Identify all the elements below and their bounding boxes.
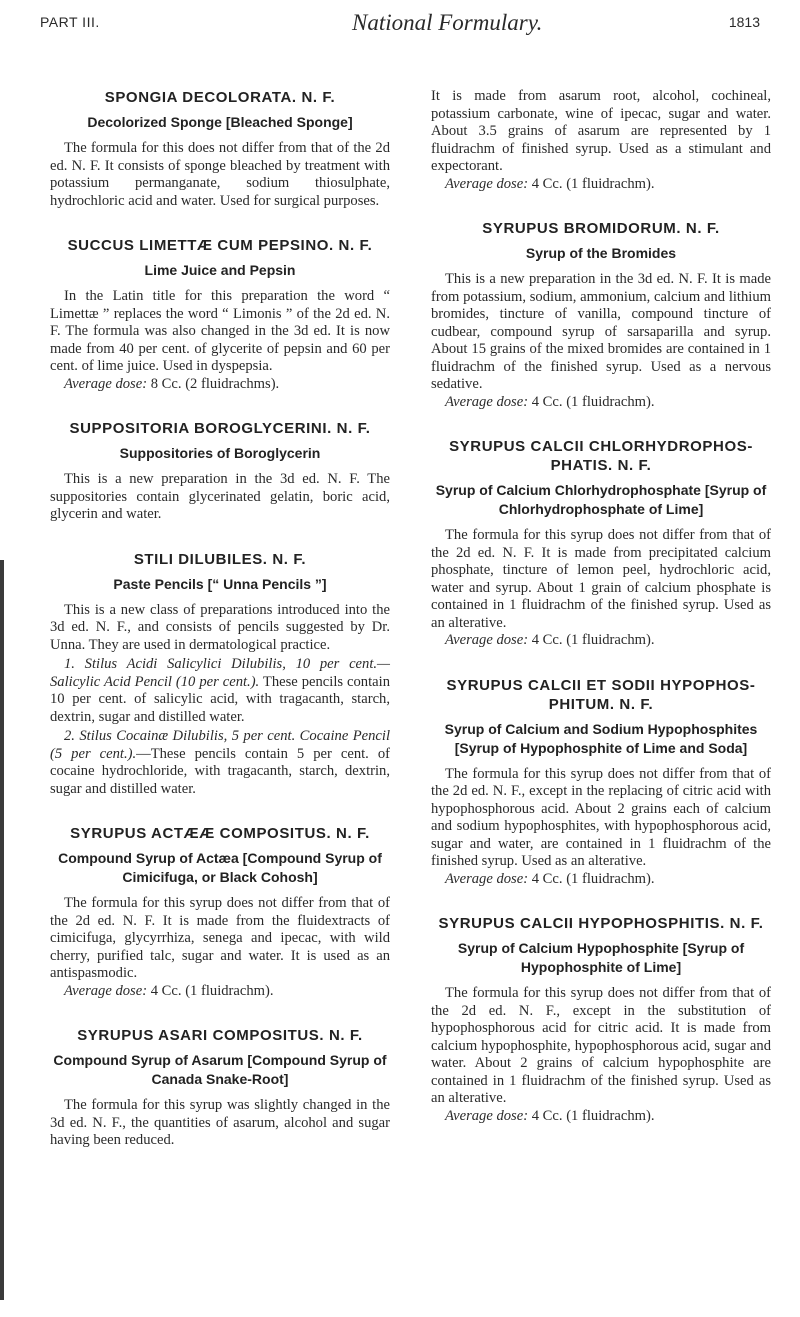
- entry-succus: [50, 236, 390, 393]
- dose-line: [431, 871, 771, 889]
- entry-title: STILI DILUBILES. N. F.: [133, 550, 307, 568]
- page-header: [40, 10, 760, 44]
- entry-subtitle: Compound Syrup of Asarum [Compound Syrup of Canada Snake-Root]: [53, 1052, 387, 1087]
- entry-spongia: [50, 88, 390, 210]
- dose-line: [431, 394, 771, 412]
- right-column: [431, 88, 771, 1151]
- entry-calcii-chlorhydrophosphatis: [431, 437, 771, 650]
- entry-body: This is a new class of preparations introduced into the 3d ed. N. F., and consists of pencils suggested by Dr. Unna. They are used in dermatological practice.: [50, 601, 390, 653]
- entry-body: This is a new preparation in the 3d ed. N. F. It is made from potassium, sodium, ammonium, calcium and lithium bromides, tincture of vanilla, compound tincture of cudbear, compound syrup of sarsaparilla and syrup. About 15 grains of the mixed bromides are contained in 1 fluidrachm of the finished syrup. Used as a nervous sedative.: [431, 271, 771, 392]
- dose-label: Average dose:: [445, 1107, 529, 1124]
- entry-subtitle: Syrup of Calcium Hypophosphite [Syrup of Hypophosphite of Lime]: [457, 940, 745, 975]
- entry-body: The formula for this syrup does not differ from that of the 2d ed. N. F., except in the substitution of hypophosphorous acid for citric acid. It is made from calcium hypophosphite, hypophosphorous acid, sugar and water. About 2 grains of calcium hypophosphite are contained in 1 fluidrachm of the finished syrup. Used as an alterative.: [431, 985, 771, 1106]
- entry-title: SYRUPUS CALCII CHLORHYDROPHOS-PHATIS. N. F.: [449, 438, 753, 474]
- dose-value: 4 Cc. (1 fluidrachm).: [531, 870, 655, 887]
- entry-calcii-sodii-hypophosphitum: [431, 676, 771, 889]
- entry-title: SYRUPUS CALCII HYPOPHOSPHITIS. N. F.: [438, 915, 764, 932]
- entry-body: In the Latin title for this preparation the word “ Limettæ ” replaces the word “ Limonis ” of the 2d ed. N. F. The formula was also changed in the 3d ed. It is now made from 40 per cent. of glycerite of pepsin and 60 per cent. of lime juice. Used in dyspepsia.: [50, 288, 390, 374]
- entry-body: The formula for this does not differ from that of the 2d ed. N. F. It consists of sponge bleached by treatment with potassium permanganate, sodium thiosulphate, hydrochloric acid and water. Used for surgical purposes.: [50, 140, 390, 209]
- entry-body: It is made from asarum root, alcohol, cochineal, potassium carbonate, wine of ipecac, sugar and water. About 3.5 grains of asarum are represented by 1 fluidrachm of finished syrup. Used as a stimulant and expectorant.: [431, 88, 771, 174]
- left-column: [50, 88, 390, 1176]
- dose-value: 4 Cc. (1 fluidrachm).: [531, 1107, 655, 1124]
- entry-subtitle: Syrup of the Bromides: [525, 245, 677, 261]
- dose-label: Average dose:: [64, 982, 148, 999]
- dose-label: Average dose:: [445, 870, 529, 887]
- dose-line: [50, 376, 390, 394]
- entry-body: The formula for this syrup does not differ from that of the 2d ed. N. F. It is made from precipitated calcium phosphate, tincture of lemon peel, hydrochloric acid, water and syrup. About 1 grain of calcium phosphate is contained in 1 fluidrachm of the finished syrup. Used as an alterative.: [431, 527, 771, 631]
- entry-syrupus-asari: [50, 1026, 390, 1150]
- dose-label: Average dose:: [445, 393, 529, 410]
- entry-subtitle: Compound Syrup of Actæa [Compound Syrup of Cimicifuga, or Black Cohosh]: [58, 850, 382, 885]
- entry-body: The formula for this syrup was slightly changed in the 3d ed. N. F., the quantities of asarum, alcohol and sugar having been reduced.: [50, 1097, 390, 1148]
- dose-value: 4 Cc. (1 fluidrachm).: [531, 393, 655, 410]
- entry-suppositoria: [50, 419, 390, 524]
- entry-body: The formula for this syrup does not differ from that of the 2d ed. N. F. It is made from the fluidextracts of cimicifuga, glycyrrhiza, senega and ipecac, with wild cherry, purified talc, sugar and water. It is used as an antispasmodic.: [50, 895, 390, 981]
- entry-asari-continued: [431, 88, 771, 193]
- list-item: [50, 728, 390, 798]
- entry-syrupus-actaeae: [50, 824, 390, 1000]
- entry-title: SYRUPUS ACTÆÆ COMPOSITUS. N. F.: [70, 825, 370, 842]
- dose-label: Average dose:: [445, 175, 529, 192]
- dose-value: 4 Cc. (1 fluidrachm).: [150, 982, 274, 999]
- dose-line: [431, 632, 771, 650]
- entry-bromidorum: [431, 219, 771, 411]
- entry-stili: [50, 550, 390, 799]
- entry-title: SYRUPUS CALCII ET SODII HYPOPHOS-PHITUM. N. F.: [446, 676, 756, 713]
- entry-title: SYRUPUS ASARI COMPOSITUS. N. F.: [77, 1027, 363, 1044]
- entry-title: SUCCUS LIMETTÆ CUM PEPSINO. N. F.: [67, 237, 373, 254]
- entry-body: The formula for this syrup does not differ from that of the 2d ed. N. F., except in the replacing of citric acid with hypophosphorous acid. About 2 grains each of calcium and sodium hypophosphites, with hypophosphorous acid, sugar and water, are contained in 1 fluidrachm of the finished syrup. Used as an alterative.: [431, 765, 771, 869]
- binding-edge: [0, 560, 4, 1300]
- page-number: 1813: [728, 14, 760, 30]
- entry-subtitle: Syrup of Calcium and Sodium Hypophosphites [Syrup of Hypophosphite of Lime and Soda]: [444, 720, 758, 756]
- item-text: These pencils contain 10 per cent. of salicylic acid, with tragacanth, starch, dextrin, sugar and distilled water.: [50, 673, 390, 725]
- entry-subtitle: Suppositories of Boroglycerin: [119, 445, 321, 461]
- entry-title: SUPPOSITORIA BOROGLYCERINI. N. F.: [69, 420, 371, 437]
- entry-body: This is a new preparation in the 3d ed. N. F. The suppositories contain glycerinated gelatin, boric acid, glycerin and water.: [50, 471, 390, 522]
- list-item: [50, 656, 390, 726]
- part-label: PART III.: [40, 14, 100, 30]
- dose-line: [431, 176, 771, 194]
- item-lead: 2. Stilus Cocainæ Dilubilis, 5 per cent. Cocaine Pencil (5 per cent.).: [50, 728, 390, 762]
- entry-title: SPONGIA DECOLORATA. N. F.: [104, 89, 336, 106]
- item-lead: 1. Stilus Acidi Salicylici Dilubilis, 10 per cent.—Salicylic Acid Pencil (10 per cent.).: [50, 656, 390, 690]
- running-title: National Formulary.: [352, 10, 543, 35]
- entry-subtitle: Paste Pencils [“ Unna Pencils ”]: [113, 575, 327, 592]
- dose-line: [431, 1108, 771, 1126]
- dose-value: 4 Cc. (1 fluidrachm).: [531, 632, 655, 648]
- entry-subtitle: Decolorized Sponge [Bleached Sponge]: [87, 114, 353, 130]
- entry-calcii-hypophosphitis: [431, 914, 771, 1125]
- dose-line: [50, 983, 390, 1001]
- entry-subtitle: Lime Juice and Pepsin: [144, 262, 296, 278]
- dose-label: Average dose:: [445, 632, 529, 648]
- dose-label: Average dose:: [64, 375, 148, 392]
- entry-title: SYRUPUS BROMIDORUM. N. F.: [482, 220, 720, 237]
- dose-value: 8 Cc. (2 fluidrachms).: [150, 375, 280, 392]
- entry-subtitle: Syrup of Calcium Chlorhydrophosphate [Syrup of Chlorhydrophosphate of Lime]: [435, 482, 767, 517]
- item-text: —These pencils contain 5 per cent. of cocaine hydrochloride, with tragacanth, starch, dextrin, sugar and distilled water.: [50, 745, 390, 797]
- dose-value: 4 Cc. (1 fluidrachm).: [531, 175, 655, 192]
